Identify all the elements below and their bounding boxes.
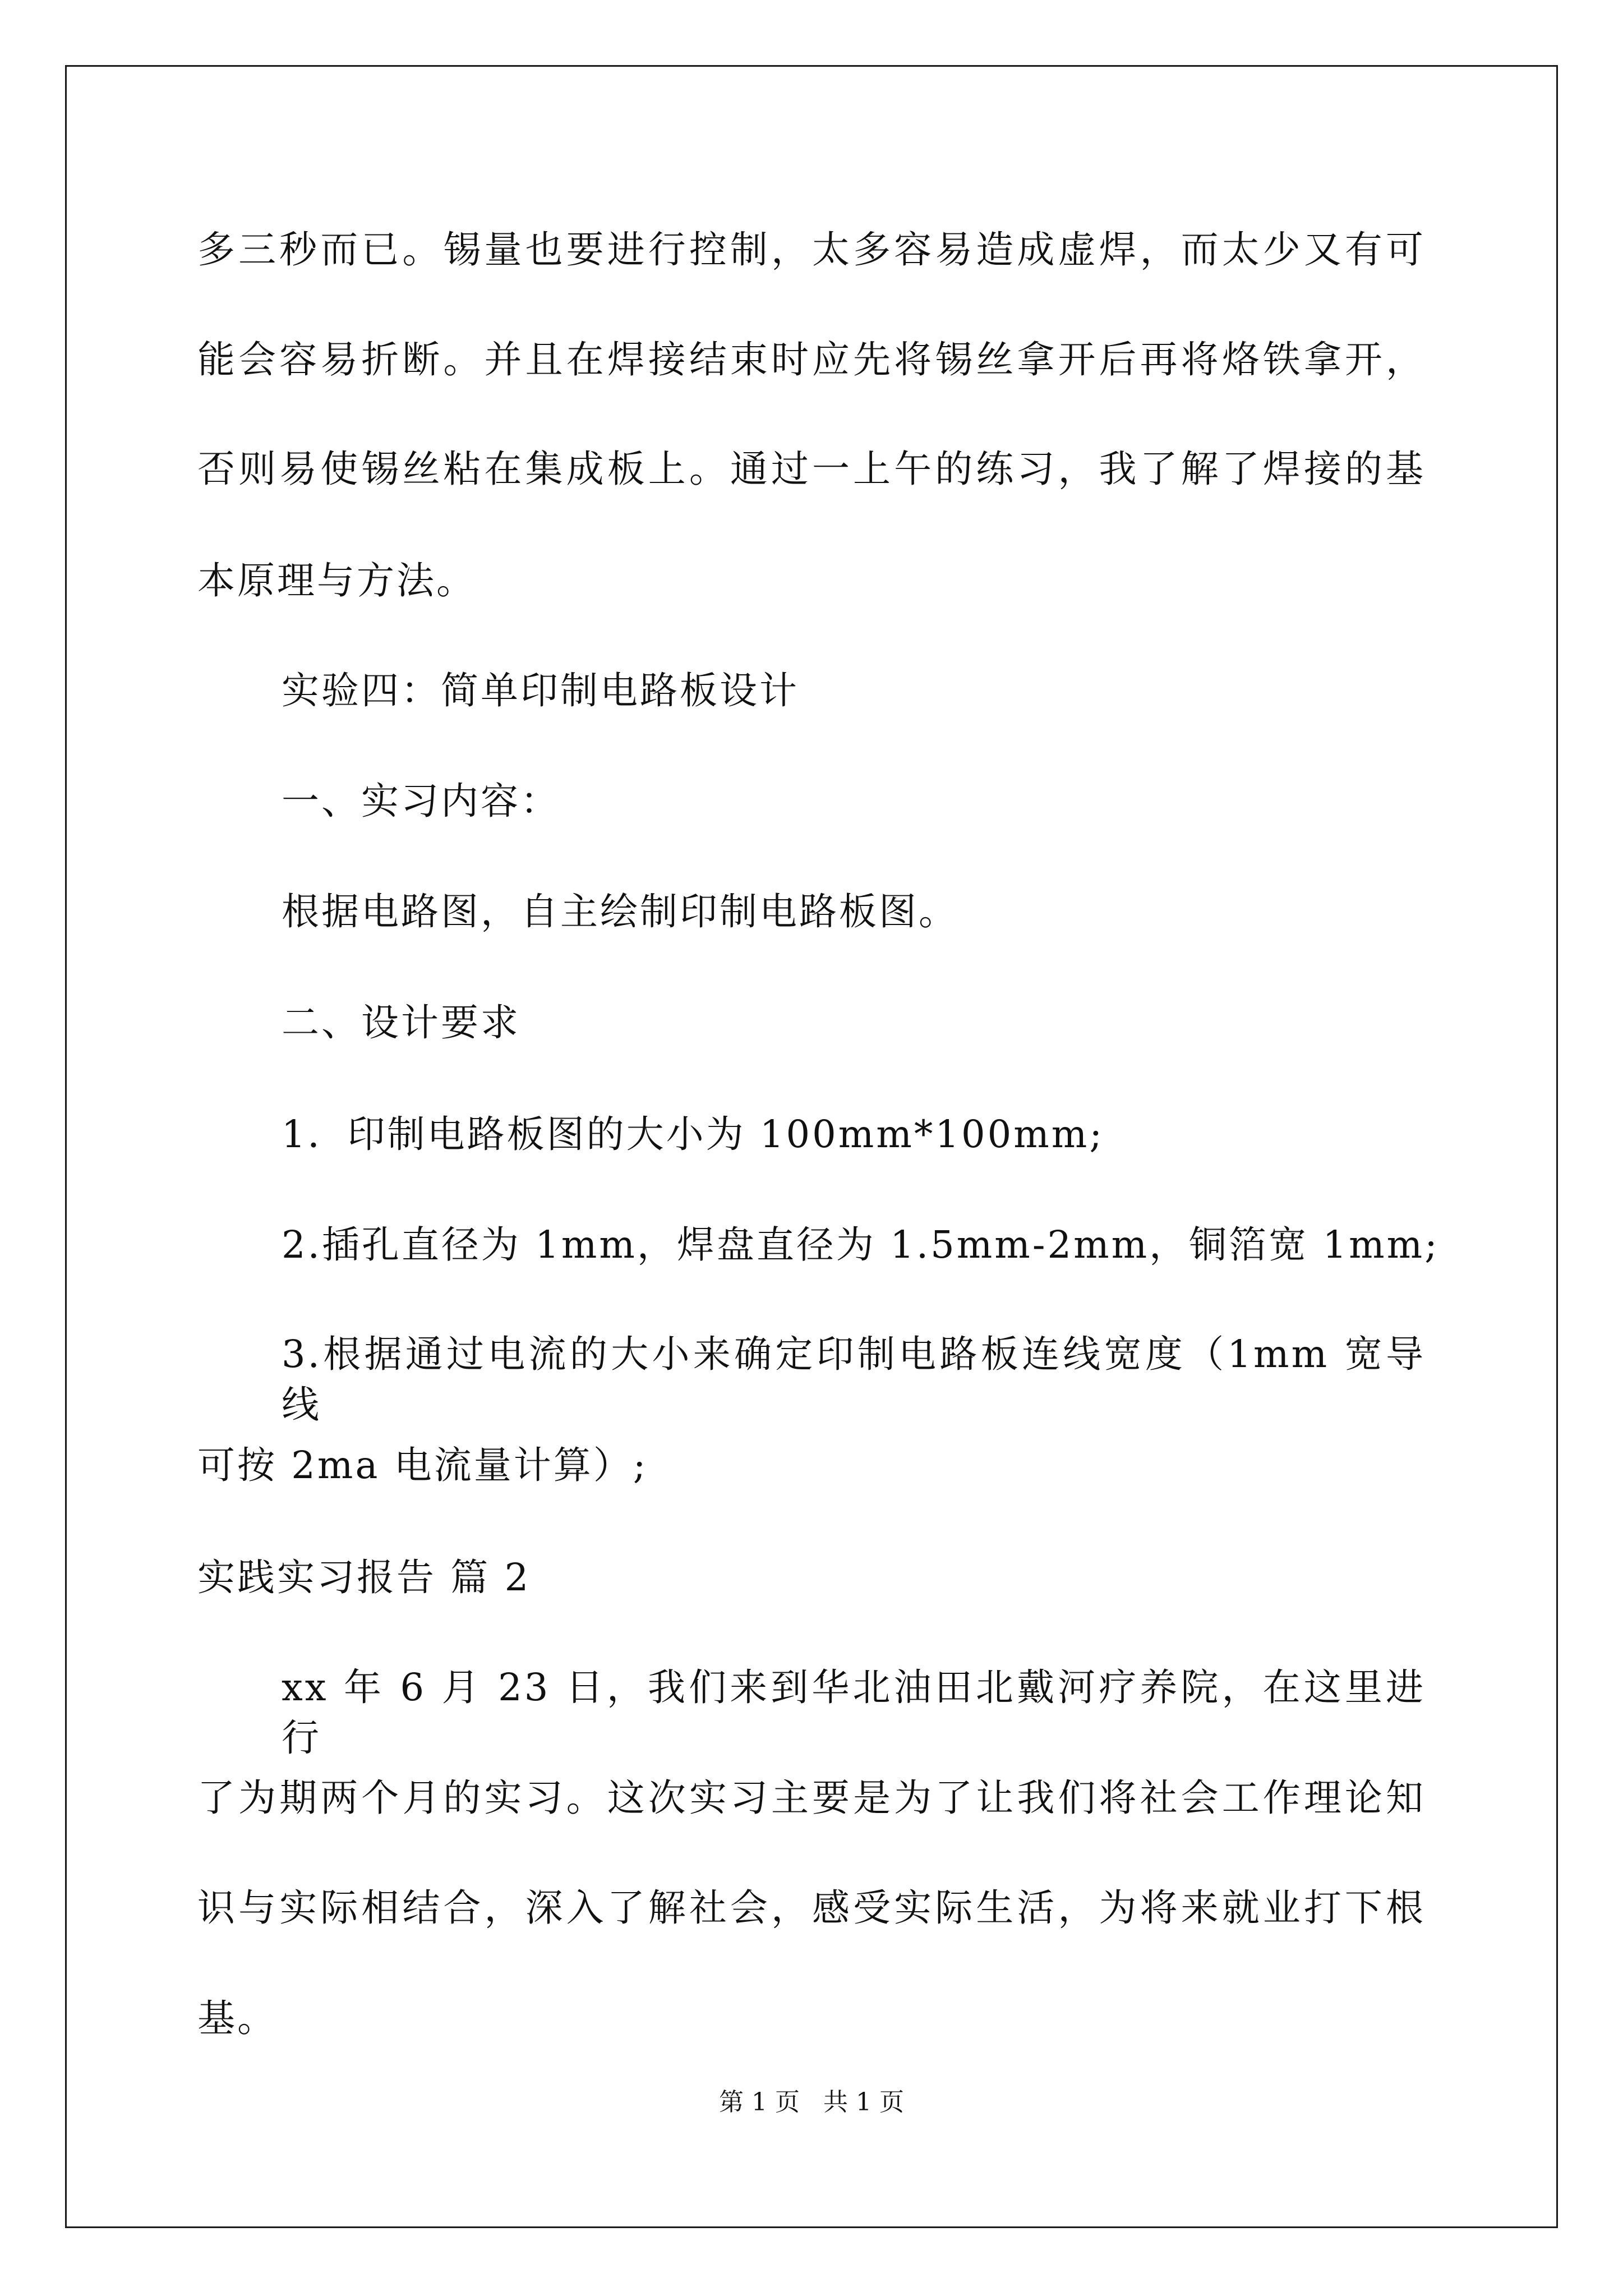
text-line: 基。	[197, 1996, 277, 2040]
text-line: 根据电路图，自主绘制印制电路板图。	[282, 890, 958, 933]
page-number: 第 1 页	[719, 2088, 800, 2116]
text-line: 识与实际相结合，深入了解社会，感受实际生活，为将来就业打下根	[197, 1886, 1426, 1930]
list-item: 2.插孔直径为 1mm，焊盘直径为 1.5mm-2mm，铜箔宽 1mm;	[282, 1223, 1440, 1267]
report-title: 实践实习报告 篇 2	[197, 1556, 531, 1599]
text-line: 否则易使锡丝粘在集成板上。通过一上午的练习，我了解了焊接的基	[197, 447, 1426, 491]
text-line: xx 年 6 月 23 日，我们来到华北油田北戴河疗养院，在这里进行	[282, 1665, 1426, 1760]
page-footer	[0, 2086, 1623, 2119]
list-item: 3.根据通过电流的大小来确定印制电路板连线宽度（1mm 宽导线	[282, 1332, 1426, 1427]
subsection-heading: 二、设计要求	[282, 1001, 520, 1045]
section-heading: 实验四：简单印制电路板设计	[282, 669, 799, 712]
subsection-heading: 一、实习内容：	[282, 779, 560, 823]
text-line: 多三秒而已。锡量也要进行控制，太多容易造成虚焊，而太少又有可	[197, 228, 1426, 272]
list-item: 1．印制电路板图的大小为 100mm*100mm;	[282, 1112, 1104, 1156]
text-line: 本原理与方法。	[197, 559, 476, 602]
text-line: 可按 2ma 电流量计算）;	[197, 1443, 648, 1487]
text-line: 能会容易折断。并且在焊接结束时应先将锡丝拿开后再将烙铁拿开，	[197, 338, 1426, 381]
page-total: 共 1 页	[823, 2088, 904, 2116]
text-line: 了为期两个月的实习。这次实习主要是为了让我们将社会工作理论知	[197, 1776, 1426, 1820]
